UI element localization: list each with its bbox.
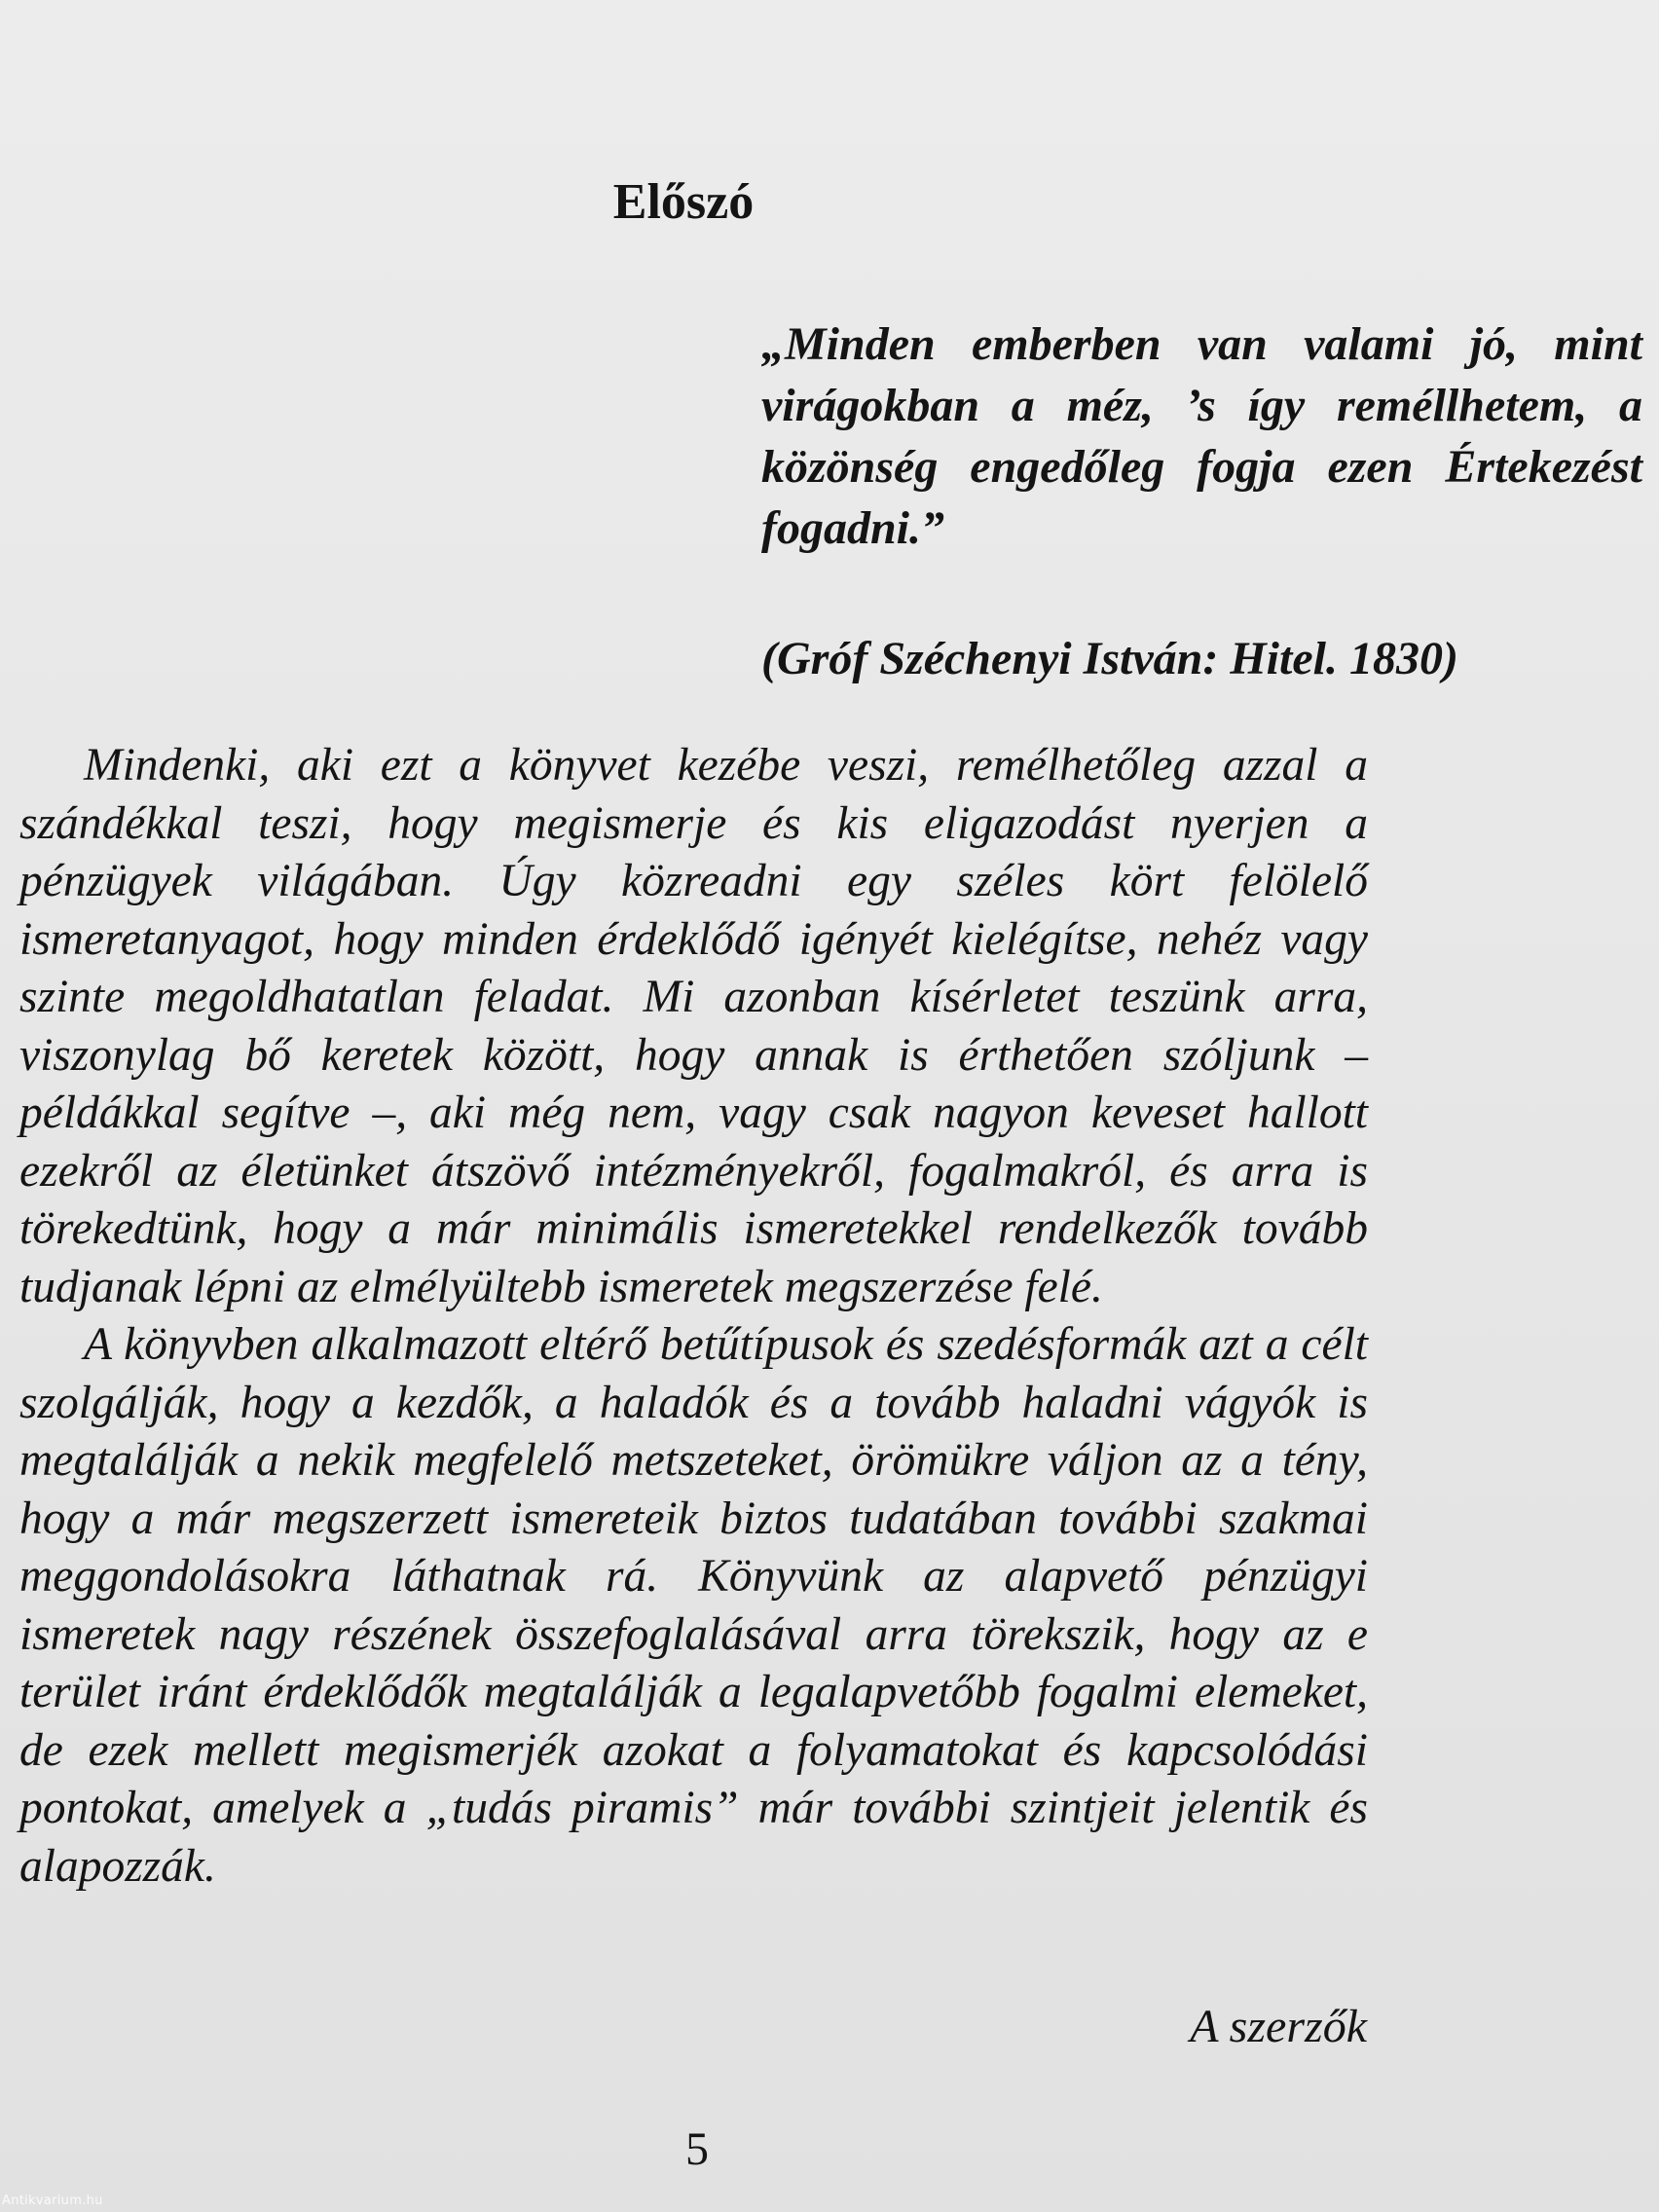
paragraph-1: Mindenki, aki ezt a könyvet kezébe veszi, remélhetőleg azzal a szándékkal teszi, hogy megismerje és kis eligazodást nyerjen a pénzügyek világában. Úgy közreadni egy széles kört felölelő ismeretanyagot, hogy minden érdeklődő igényét kielégítse, nehéz vagy szinte megoldhatatlan feladat. Mi azonban kísérletet teszünk arra, viszonylag bő keretek között, hogy annak is érthetően szóljunk – példákkal segítve –, aki még nem, vagy csak nagyon keveset hallott ezekről az életünket átszövő intézményekről, fogalmakról, és arra is törekedtünk, hogy a már minimális ismeretekkel rendelkezők tovább tudjanak lépni az elmélyültebb ismeretek megszerzése felé. [19, 740, 1368, 1312]
watermark: Antikvarium.hu [2, 2194, 103, 2208]
signature: A szerzők [1190, 2001, 1367, 2052]
paragraph-2: A könyvben alkalmazott eltérő betűtípusok és szedésformák azt a célt szolgálják, hogy a kezdők, a haladók és a tovább haladni vágyók is megtalálják a nekik megfelelő metszeteket, örömükre váljon az a tény, hogy a már megszerzett ismereteik biztos tudatában további szakmai meggondolásokra láthatnak rá. Könyvünk az alapvető pénzügyi ismeretek nagy részének összefoglalásával arra törekszik, hogy az e terület iránt érdeklődők megtalálják a legalapvetőbb fogalmi elemeket, de ezek mellett megismerjék azokat a folyamatokat és kapcsolódási pontokat, amelyek a „tudás piramis” már további szintjeit jelentik és alapozzák. [19, 1319, 1368, 1892]
body-text [19, 737, 1368, 1896]
epigraph [761, 313, 1642, 688]
page-number: 5 [685, 2123, 709, 2175]
epigraph-quote: „Minden emberben van valami jó, mint virágokban a méz, ’s így reméllhetem, a közönség engedőleg fogja ezen Értekezést fogadni.” [761, 318, 1642, 554]
epigraph-source: (Gróf Széchenyi István: Hitel. 1830) [761, 633, 1458, 684]
page-title: Előszó [612, 174, 755, 230]
